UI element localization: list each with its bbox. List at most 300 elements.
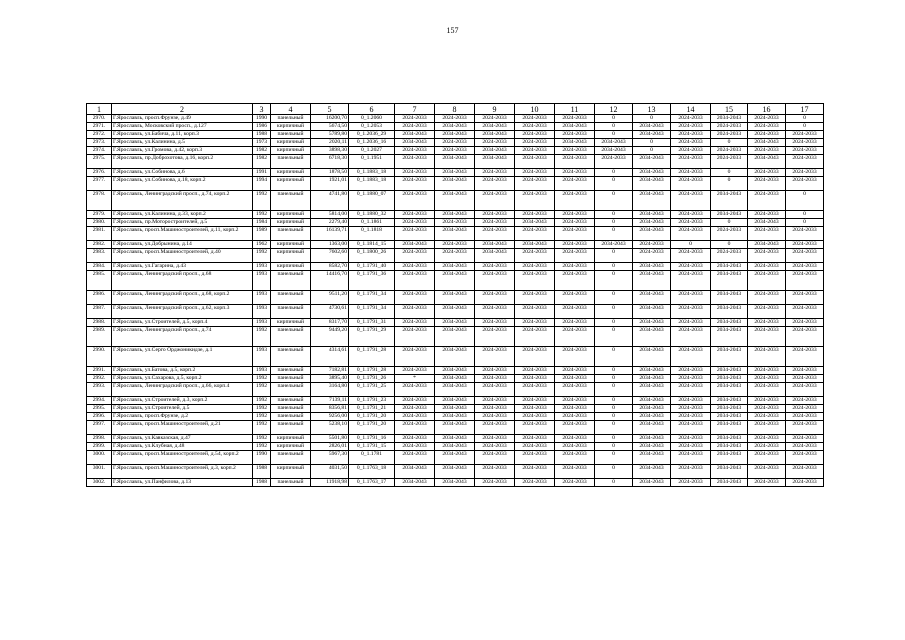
cell-period-17: 2024-2033	[786, 375, 824, 383]
cell-code: 0_1.1883_18	[349, 177, 395, 191]
cell-wall-material: панельный	[271, 383, 311, 397]
cell-period-17: 2024-2033	[786, 479, 824, 487]
table-row	[87, 413, 824, 421]
cell-period-15: 2034-2043	[711, 443, 748, 451]
cell-period-13: 2034-2043	[633, 347, 671, 367]
cell-wall-material: панельный	[271, 375, 311, 383]
table-row	[87, 383, 824, 397]
cell-area: 2279,40	[311, 219, 349, 227]
cell-period-16: 2034-2043	[748, 139, 786, 147]
cell-code: 0_1.1880_07	[349, 191, 395, 211]
cell-period-16: 2024-2033	[748, 147, 786, 155]
cell-period-12: 0	[595, 383, 633, 397]
cell-build-year: 1991	[253, 169, 271, 177]
cell-period-14: 2024-2033	[671, 421, 711, 435]
cell-period-10: 2024-2033	[515, 169, 555, 177]
cell-code: 0_1.1791_34	[349, 291, 395, 305]
cell-wall-material: кирпичный	[271, 147, 311, 155]
cell-period-7: 2024-2033	[395, 219, 435, 227]
cell-period-11: 2024-2033	[555, 435, 595, 443]
cell-row-number: 2974.	[87, 147, 112, 155]
cell-period-10: 2024-2033	[515, 191, 555, 211]
cell-wall-material: панельный	[271, 367, 311, 375]
cell-period-15: 2034-2043	[711, 383, 748, 397]
cell-period-14: 2024-2033	[671, 465, 711, 479]
cell-period-17: 2024-2033	[786, 169, 824, 177]
cell-period-11: 2024-2033	[555, 327, 595, 347]
cell-period-15: 2034-2043	[711, 263, 748, 271]
cell-period-14: 2024-2033	[671, 147, 711, 155]
cell-period-16: 2024-2033	[748, 131, 786, 139]
cell-period-15: 2034-2043	[711, 327, 748, 347]
cell-period-12: 0	[595, 191, 633, 211]
cell-build-year: 1992	[253, 191, 271, 211]
cell-period-14: 2024-2033	[671, 305, 711, 319]
cell-period-16: 2024-2033	[748, 367, 786, 375]
cell-period-14: 2024-2033	[671, 405, 711, 413]
cell-wall-material: кирпичный	[271, 319, 311, 327]
table-body	[87, 115, 824, 487]
cell-period-16: 2024-2033	[748, 271, 786, 291]
cell-period-12: 0	[595, 421, 633, 435]
cell-period-7: 2024-2033	[395, 327, 435, 347]
cell-build-year: 1993	[253, 319, 271, 327]
table-row	[87, 375, 824, 383]
table-row	[87, 123, 824, 131]
cell-address: Г.Ярославль, Ленинградский просп., д.68	[112, 271, 253, 291]
cell-row-number: 2990.	[87, 347, 112, 367]
cell-area: 4314,61	[311, 347, 349, 367]
cell-code: 0_1.1791_16	[349, 435, 395, 443]
cell-period-13: 2034-2043	[633, 131, 671, 139]
cell-period-16: 2024-2033	[748, 177, 786, 191]
cell-period-16: 2024-2033	[748, 465, 786, 479]
cell-build-year: 1992	[253, 211, 271, 219]
cell-period-14: 2024-2033	[671, 291, 711, 305]
column-header: 10	[515, 104, 555, 115]
cell-row-number: 2975.	[87, 155, 112, 169]
cell-period-7: 2024-2033	[395, 177, 435, 191]
cell-period-7: 2024-2033	[395, 249, 435, 263]
cell-period-9: 2024-2033	[475, 327, 515, 347]
column-header: 6	[349, 104, 395, 115]
cell-period-17: 0	[786, 191, 824, 211]
cell-period-12: 0	[595, 435, 633, 443]
cell-code: 0_1.1791_25	[349, 383, 395, 397]
table-row	[87, 435, 824, 443]
cell-period-10: 2024-2033	[515, 421, 555, 435]
cell-build-year: 1988	[253, 465, 271, 479]
cell-address: Г.Ярославль, ул.Громова, д.42, корп.3	[112, 147, 253, 155]
cell-wall-material: панельный	[271, 451, 311, 465]
table-row	[87, 191, 824, 211]
cell-period-9: 2024-2033	[475, 421, 515, 435]
cell-build-year: 1982	[253, 147, 271, 155]
cell-period-8: 2034-2043	[435, 451, 475, 465]
cell-period-13: 2034-2043	[633, 263, 671, 271]
cell-period-8: 2034-2043	[435, 405, 475, 413]
cell-period-17: 2024-2033	[786, 131, 824, 139]
cell-period-14: 2024-2033	[671, 211, 711, 219]
cell-period-13: 2034-2043	[633, 465, 671, 479]
cell-wall-material: панельный	[271, 421, 311, 435]
cell-period-15: 2034-2043	[711, 397, 748, 405]
cell-row-number: 2972.	[87, 131, 112, 139]
cell-period-11: 2024-2033	[555, 177, 595, 191]
cell-period-10: 2024-2033	[515, 139, 555, 147]
cell-period-10: 2024-2033	[515, 227, 555, 241]
table-row	[87, 327, 824, 347]
cell-period-12: 2034-2043	[595, 147, 633, 155]
cell-period-11: 2024-2033	[555, 367, 595, 375]
cell-period-14: 2024-2033	[671, 249, 711, 263]
cell-period-7: 2034-2043	[395, 131, 435, 139]
cell-period-8: 2034-2043	[435, 319, 475, 327]
cell-code: 0_1.1800_26	[349, 249, 395, 263]
cell-period-8: 2034-2043	[435, 421, 475, 435]
cell-period-16: 2024-2033	[748, 443, 786, 451]
cell-period-12: 0	[595, 367, 633, 375]
cell-period-12: 0	[595, 123, 633, 131]
cell-period-8: 2034-2043	[435, 465, 475, 479]
cell-period-9: 2024-2033	[475, 115, 515, 123]
cell-period-8: 2034-2043	[435, 169, 475, 177]
cell-build-year: 1994	[253, 177, 271, 191]
column-header: 1	[87, 104, 112, 115]
cell-code: 0_1.1791_20	[349, 413, 395, 421]
cell-period-7: 2024-2033	[395, 263, 435, 271]
cell-area: 4730,61	[311, 305, 349, 319]
cell-address: Г.Ярославль, ул.Калинина, д.33, корп.2	[112, 211, 253, 219]
cell-period-12: 0	[595, 443, 633, 451]
cell-area: 7139,11	[311, 397, 349, 405]
cell-period-17: 0	[786, 219, 824, 227]
cell-row-number: 2982.	[87, 241, 112, 249]
table-row	[87, 347, 824, 367]
cell-period-12: 0	[595, 319, 633, 327]
cell-period-9: 2024-2033	[475, 291, 515, 305]
cell-wall-material: панельный	[271, 305, 311, 319]
cell-wall-material: кирпичный	[271, 169, 311, 177]
cell-period-14: 2024-2033	[671, 227, 711, 241]
cell-wall-material: кирпичный	[271, 435, 311, 443]
cell-wall-material: панельный	[271, 227, 311, 241]
cell-build-year: 1973	[253, 139, 271, 147]
cell-row-number: 2984.	[87, 263, 112, 271]
cell-period-13: 2034-2043	[633, 191, 671, 211]
cell-period-17: 2024-2033	[786, 435, 824, 443]
cell-code: 0_1.1781	[349, 451, 395, 465]
cell-period-9: 2024-2033	[475, 191, 515, 211]
cell-period-12: 2024-2033	[595, 155, 633, 169]
cell-code: 0_1.1791_26	[349, 375, 395, 383]
cell-period-17: 2024-2033	[786, 319, 824, 327]
cell-period-8: 2024-2033	[435, 249, 475, 263]
cell-period-8: 2034-2043	[435, 271, 475, 291]
cell-period-9: 2034-2043	[475, 155, 515, 169]
cell-address: Г.Ярославль, Ленинградский просп., д.68, корп.2	[112, 291, 253, 305]
cell-area: 1921,01	[311, 177, 349, 191]
cell-address: Г.Ярославль, пр.Моторостроителей, д.5	[112, 219, 253, 227]
cell-period-7: 2024-2033	[395, 271, 435, 291]
table-row	[87, 421, 824, 435]
cell-wall-material: кирпичный	[271, 139, 311, 147]
cell-period-11: 2024-2033	[555, 271, 595, 291]
cell-period-12: 0	[595, 397, 633, 405]
cell-row-number: 2997.	[87, 421, 112, 435]
cell-period-12: 0	[595, 115, 633, 123]
cell-period-16: 2024-2033	[748, 397, 786, 405]
cell-code: 0_1.1951	[349, 155, 395, 169]
table-row	[87, 131, 824, 139]
cell-period-13: 0	[633, 147, 671, 155]
cell-period-7: 2024-2033	[395, 383, 435, 397]
cell-period-7: 2024-2033	[395, 169, 435, 177]
cell-period-12: 0	[595, 305, 633, 319]
cell-period-8: 2034-2043	[435, 227, 475, 241]
cell-code: 0_1.2036_16	[349, 139, 395, 147]
cell-address: Г.Ярославль, ул.Строителей, д.5, корп.4	[112, 319, 253, 327]
cell-period-8: 2034-2043	[435, 443, 475, 451]
cell-period-11: 2024-2033	[555, 347, 595, 367]
cell-period-15: 2034-2043	[711, 421, 748, 435]
table-row	[87, 465, 824, 479]
cell-period-14: 2024-2033	[671, 443, 711, 451]
cell-wall-material: панельный	[271, 291, 311, 305]
cell-address: Г.Ярославль, ул.Серго Орджоникидзе, д.1	[112, 347, 253, 367]
cell-period-13: 2034-2043	[633, 169, 671, 177]
cell-period-16: 2024-2033	[748, 211, 786, 219]
cell-build-year: 1990	[253, 451, 271, 465]
cell-period-12: 0	[595, 263, 633, 271]
cell-period-14: 2024-2033	[671, 131, 711, 139]
cell-period-8: 2034-2043	[435, 375, 475, 383]
cell-period-11: 2024-2033	[555, 131, 595, 139]
cell-period-15: 2034-2043	[711, 291, 748, 305]
cell-period-12: 0	[595, 227, 633, 241]
cell-period-13: 2034-2043	[633, 123, 671, 131]
cell-period-15: 0	[711, 169, 748, 177]
cell-period-9: 2024-2033	[475, 405, 515, 413]
cell-period-8: 2034-2043	[435, 327, 475, 347]
cell-period-11: 2024-2033	[555, 397, 595, 405]
table-row	[87, 397, 824, 405]
cell-period-9: 2024-2033	[475, 219, 515, 227]
cell-period-11: 2024-2033	[555, 383, 595, 397]
cell-period-14: 2024-2033	[671, 375, 711, 383]
cell-period-14: 2024-2033	[671, 263, 711, 271]
cell-period-11: 2024-2033	[555, 405, 595, 413]
cell-build-year: 1984	[253, 219, 271, 227]
cell-wall-material: панельный	[271, 413, 311, 421]
cell-period-17: 2024-2033	[786, 147, 824, 155]
cell-period-11: 2024-2033	[555, 421, 595, 435]
cell-row-number: 3001.	[87, 465, 112, 479]
cell-period-12: 0	[595, 219, 633, 227]
cell-period-16: 2024-2033	[748, 319, 786, 327]
cell-area: 7602,60	[311, 249, 349, 263]
cell-period-14: 2024-2033	[671, 397, 711, 405]
cell-wall-material: кирпичный	[271, 443, 311, 451]
cell-period-10: 2024-2033	[515, 443, 555, 451]
table-row	[87, 227, 824, 241]
cell-period-13: 0	[633, 139, 671, 147]
cell-period-13: 2034-2043	[633, 291, 671, 305]
cell-row-number: 2976.	[87, 169, 112, 177]
cell-period-12: 2034-2043	[595, 139, 633, 147]
cell-period-10: 2024-2033	[515, 263, 555, 271]
cell-period-17: 2024-2033	[786, 271, 824, 291]
cell-wall-material: панельный	[271, 155, 311, 169]
cell-area: 5501,80	[311, 435, 349, 443]
cell-period-7: 2024-2033	[395, 397, 435, 405]
cell-period-10: 2024-2033	[515, 131, 555, 139]
cell-period-9: 2024-2033	[475, 383, 515, 397]
cell-build-year: 1992	[253, 413, 271, 421]
cell-period-15: 2034-2043	[711, 191, 748, 211]
cell-address: Г.Ярославль, ул.Батова, д.5, корп.2	[112, 367, 253, 375]
cell-period-17: 2024-2033	[786, 465, 824, 479]
cell-period-15: 2024-2033	[711, 123, 748, 131]
cell-period-12: 0	[595, 347, 633, 367]
register-table	[86, 103, 824, 487]
cell-period-11: 2024-2033	[555, 291, 595, 305]
cell-period-10: 2024-2033	[515, 397, 555, 405]
cell-period-15: 2034-2043	[711, 375, 748, 383]
cell-period-14: 2024-2033	[671, 435, 711, 443]
cell-period-8: 2034-2043	[435, 177, 475, 191]
cell-period-11: 2034-2043	[555, 139, 595, 147]
cell-period-12: 0	[595, 249, 633, 263]
cell-period-13: 2034-2043	[633, 421, 671, 435]
cell-row-number: 2999.	[87, 443, 112, 451]
cell-row-number: 2993.	[87, 383, 112, 397]
cell-period-12: 0	[595, 291, 633, 305]
cell-build-year: 1988	[253, 131, 271, 139]
cell-area: 14416,70	[311, 271, 349, 291]
cell-period-13: 2024-2033	[633, 249, 671, 263]
cell-wall-material: панельный	[271, 347, 311, 367]
cell-period-15: 2034-2043	[711, 367, 748, 375]
cell-code: 0_1.1791_31	[349, 319, 395, 327]
cell-build-year: 1990	[253, 115, 271, 123]
cell-code: 0_1.2060	[349, 115, 395, 123]
cell-wall-material: кирпичный	[271, 263, 311, 271]
cell-period-16: 2024-2033	[748, 191, 786, 211]
cell-area: 1878,50	[311, 169, 349, 177]
cell-period-11: 2024-2033	[555, 219, 595, 227]
cell-period-16: 2024-2033	[748, 263, 786, 271]
cell-address: Г.Ярославль, просп.Машиностроителей, д.11, корп.2	[112, 227, 253, 241]
cell-period-15: 2034-2043	[711, 479, 748, 487]
cell-period-7: 2024-2033	[395, 347, 435, 367]
cell-period-14: 2024-2033	[671, 413, 711, 421]
table-row	[87, 479, 824, 487]
cell-wall-material: кирпичный	[271, 211, 311, 219]
cell-period-7: 2034-2043	[395, 479, 435, 487]
cell-period-13: 2034-2043	[633, 327, 671, 347]
cell-period-7: 2024-2033	[395, 291, 435, 305]
cell-period-10: 2024-2033	[515, 451, 555, 465]
cell-wall-material: панельный	[271, 327, 311, 347]
cell-code: 0_1.1791_20	[349, 421, 395, 435]
cell-period-16: 2024-2033	[748, 115, 786, 123]
table-row	[87, 443, 824, 451]
cell-wall-material: кирпичный	[271, 123, 311, 131]
cell-period-12: 0	[595, 169, 633, 177]
cell-address: Г.Ярославль, просп.Фрунзе, д.2	[112, 413, 253, 421]
cell-row-number: 2989.	[87, 327, 112, 347]
cell-period-9: 2034-2043	[475, 131, 515, 139]
cell-period-10: 2024-2033	[515, 147, 555, 155]
cell-code: 0_1.1883_18	[349, 169, 395, 177]
cell-row-number: 2971.	[87, 123, 112, 131]
cell-row-number: 2998.	[87, 435, 112, 443]
table-row	[87, 115, 824, 123]
cell-row-number: 2978.	[87, 191, 112, 211]
cell-period-17: 2024-2033	[786, 383, 824, 397]
cell-period-10: 2024-2033	[515, 347, 555, 367]
cell-build-year: 1993	[253, 263, 271, 271]
cell-wall-material: панельный	[271, 271, 311, 291]
cell-row-number: 2977.	[87, 177, 112, 191]
cell-period-13: 0	[633, 115, 671, 123]
cell-build-year: 1992	[253, 435, 271, 443]
column-header: 17	[786, 104, 824, 115]
cell-code: 0_1.1791_21	[349, 405, 395, 413]
cell-row-number: 2973.	[87, 139, 112, 147]
cell-code: 0_1.1763_18	[349, 465, 395, 479]
cell-period-10: 2024-2033	[515, 367, 555, 375]
cell-area: 8356,81	[311, 405, 349, 413]
cell-period-13: 2024-2033	[633, 241, 671, 249]
cell-code: 0_1.1791_34	[349, 305, 395, 319]
cell-period-16: 2024-2033	[748, 405, 786, 413]
cell-period-17: 2024-2033	[786, 443, 824, 451]
cell-period-11: 2024-2033	[555, 375, 595, 383]
cell-period-12: 0	[595, 405, 633, 413]
cell-build-year: 1993	[253, 347, 271, 367]
cell-period-16: 2024-2033	[748, 305, 786, 319]
cell-period-12: 0	[595, 131, 633, 139]
cell-period-7: 2024-2033	[395, 443, 435, 451]
cell-period-17: 0	[786, 123, 824, 131]
cell-period-9: 2024-2033	[475, 465, 515, 479]
cell-period-17: 2024-2033	[786, 367, 824, 375]
cell-period-17: 2024-2033	[786, 291, 824, 305]
cell-area: 5238,10	[311, 421, 349, 435]
cell-area: 5814,00	[311, 211, 349, 219]
cell-period-15: 2034-2043	[711, 451, 748, 465]
cell-period-13: 2034-2043	[633, 305, 671, 319]
cell-period-10: 2024-2033	[515, 115, 555, 123]
cell-address: Г.Ярославль, ул.Калинина, д.5	[112, 139, 253, 147]
cell-period-12: 0	[595, 177, 633, 191]
cell-area: 5674,50	[311, 123, 349, 131]
cell-period-16: 2024-2033	[748, 375, 786, 383]
cell-period-9: 2024-2033	[475, 413, 515, 421]
cell-period-11: 2024-2033	[555, 413, 595, 421]
cell-build-year: 1992	[253, 375, 271, 383]
cell-address: Г.Ярославль, Ленинградский просп., д.74	[112, 327, 253, 347]
cell-period-15: 0	[711, 177, 748, 191]
cell-build-year: 1962	[253, 241, 271, 249]
table-row	[87, 405, 824, 413]
cell-period-16: 2024-2033	[748, 435, 786, 443]
cell-address: Г.Ярославль, пр.Доброхотова, д.16, корп.2	[112, 155, 253, 169]
cell-period-12: 0	[595, 465, 633, 479]
cell-period-10: 2024-2033	[515, 177, 555, 191]
